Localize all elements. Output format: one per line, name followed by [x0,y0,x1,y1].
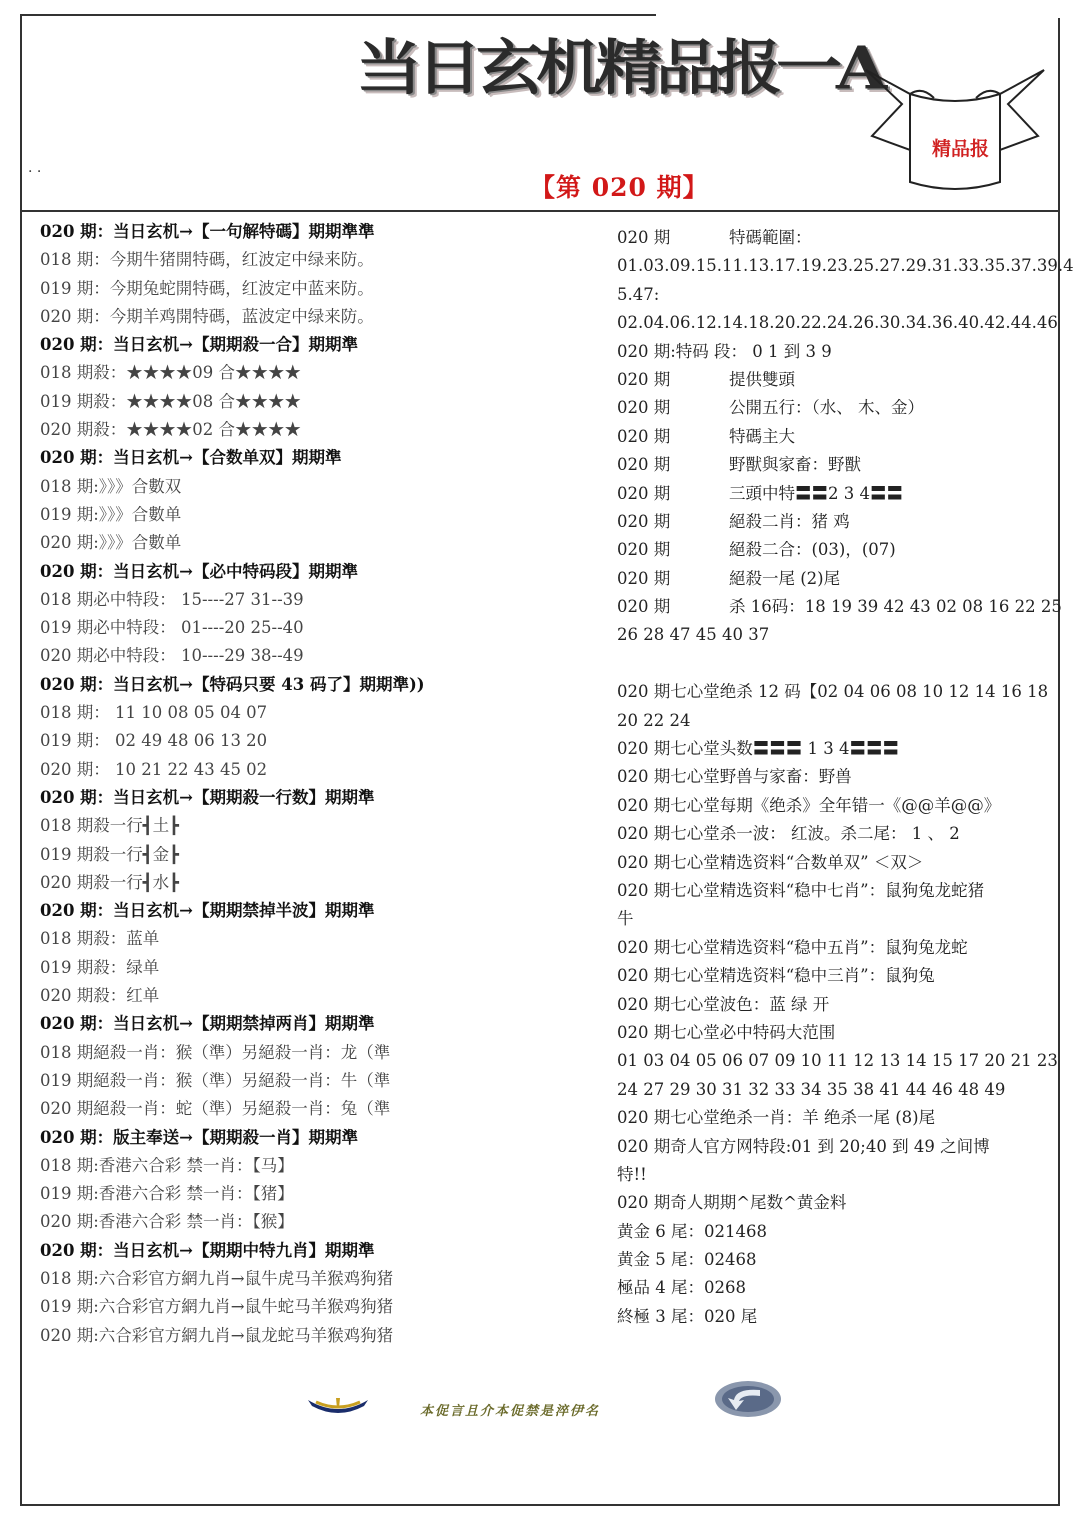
section-heading: 020 期：当日玄机→【期期禁掉两肖】期期準 [40,1014,375,1034]
list-item [617,962,1057,990]
list-item: 019 期:香港六合彩 禁一肖：【猪】 [40,1184,294,1204]
list-item [617,593,1062,621]
list-item: 020 期:香港六合彩 禁一肖：【猴】 [40,1212,294,1232]
item-text: 020 期奇人期期^尾数^黄金料 [617,1193,847,1213]
list-item [617,1047,1057,1075]
item-text: 特碼主大 [729,426,795,446]
list-item [617,621,1057,649]
item-text: 絕殺一尾 (2)尾 [729,568,841,588]
list-item [617,423,1057,451]
list-item: 019 期:》》》合數单 [40,504,182,524]
issue-number: 【第 020 期】 [530,173,709,202]
item-text: 黄金 6 尾：021468 [617,1221,767,1241]
item-text: 特!! [617,1164,647,1184]
banner-ribbon-icon [862,64,1048,196]
list-item: 020 期:六合彩官方網九肖→鼠龙蛇马羊猴鸡狗猪 [40,1325,394,1345]
list-item: 018 期:香港六合彩 禁一肖：【马】 [40,1155,294,1175]
list-item [617,366,1057,394]
item-text: 020 期七心堂精选资料“稳中七肖”：鼠狗兔龙蛇猪 [617,880,985,900]
section-heading: 020 期：当日玄机→【期期殺一合】期期準 [40,335,359,355]
item-text: 020 期七心堂绝杀 12 码【02 04 06 08 10 12 14 16 18 [617,682,1049,702]
list-item [617,394,1057,422]
list-item: 020 期必中特段： 10----29 38--49 [40,646,304,666]
section-heading: 020 期：当日玄机→【一句解特碼】期期準準 [40,222,375,241]
list-item [617,565,1057,593]
list-item [617,508,1057,536]
list-item [617,678,1057,706]
issue-label: 020 期 [617,511,671,531]
item-text: 020 期七心堂杀一波： 红波。杀二尾： 1 、 2 [617,824,960,844]
issue-label: 020 期 [617,597,671,617]
footer-caption: 本促言且介本促禁是淬伊名 [420,1404,601,1419]
item-text: 020 期七心堂绝杀一肖：羊 绝杀一尾 (8)尾 [617,1108,936,1128]
item-text: 野獸與家畜：野獸 [729,455,861,475]
item-text: 020 期:特码 段： 0 1 到 3 9 [617,341,832,361]
list-item: 019 期:六合彩官方網九肖→鼠牛蛇马羊猴鸡狗猪 [40,1297,394,1317]
list-item [617,1303,1057,1331]
list-item [617,991,1057,1019]
list-item [617,905,1057,933]
header-divider [22,210,1058,212]
list-item [617,1019,1057,1047]
item-text: 02.04.06.12.14.18.20.22.24.26.30.34.36.40.42.44.46 [617,313,1058,333]
issue-label: 020 期 [617,568,671,588]
list-item [617,451,1057,479]
list-item [617,707,1057,735]
item-text: 絕殺二合：(03)，(07) [729,540,896,560]
issue-label: 020 期 [617,455,671,475]
list-item: 018 期：今期牛猪開特碼，红波定中绿来防。 [40,250,374,270]
list-item [617,1246,1057,1274]
item-text: 01 03 04 05 06 07 09 10 11 12 13 14 15 17 20 21 23 [617,1051,1058,1071]
list-item [617,309,1057,337]
section-heading: 020 期：当日玄机→【特码只要 43 码了】期期準)) [40,674,425,694]
list-item: 018 期殺：★★★★09 合★★★★ [40,363,301,383]
list-item [617,536,1057,564]
item-text: 020 期七心堂波色：蓝 绿 开 [617,994,830,1014]
list-item [617,480,1057,508]
list-item [617,792,1057,820]
list-item: 018 期必中特段： 15----27 31--39 [40,589,304,609]
section-heading: 020 期：当日玄机→【期期中特九肖】期期準 [40,1240,375,1260]
list-item: 019 期殺：绿单 [40,957,160,977]
item-text: 5.47: [617,284,660,304]
footer-arrow-logo-icon [714,1380,782,1418]
item-text: 24 27 29 30 31 32 33 34 35 38 41 44 46 48 49 [617,1079,1006,1099]
item-text: 020 期七心堂必中特码大范围 [617,1022,836,1042]
banner-label: 精品报 [932,138,990,160]
left-column [40,218,580,1350]
frame-gap [656,10,1066,18]
item-text: 020 期七心堂精选资料“稳中五肖”：鼠狗兔龙蛇 [617,937,968,957]
item-text: 020 期七心堂头数〓〓〓 1 3 4〓〓〓 [617,739,899,759]
list-item [617,1161,1057,1189]
list-item: 019 期：今期兔蛇開特碼，红波定中蓝来防。 [40,278,374,298]
item-text: 杀 16码：18 19 39 42 43 02 08 16 22 25 [729,597,1062,617]
list-item [617,820,1057,848]
right-column [617,224,1074,1331]
list-item: 018 期殺一行┫土┣ [40,816,180,836]
issue-label: 020 期 [617,426,671,446]
item-text: 020 期七心堂精选资料“稳中三肖”：鼠狗兔 [617,966,935,986]
item-text: 提供雙頭 [729,369,795,389]
footer-emblem-icon [306,1394,370,1416]
list-item: 020 期：今期羊鸡開特碼，蓝波定中绿来防。 [40,306,374,326]
list-item [617,849,1057,877]
issue-label: 020 期 [617,398,671,418]
item-text: 三頭中特〓〓2 3 4〓〓 [729,483,903,503]
list-item: 020 期:》》》合數单 [40,533,182,553]
item-text: 公開五行：（水、 木、金） [729,398,924,418]
list-item [617,1274,1057,1302]
list-item [617,763,1057,791]
list-item: 020 期殺：红单 [40,986,160,1006]
list-item: 018 期絕殺一肖：猴（準）另絕殺一肖：龙（準 [40,1042,391,1062]
item-text: 絕殺二肖：猪 鸡 [729,511,850,531]
section-heading: 020 期：版主奉送→【期期殺一肖】期期準 [40,1127,359,1147]
list-item [617,338,1057,366]
list-item: 018 期:六合彩官方網九肖→鼠牛虎马羊猴鸡狗猪 [40,1268,394,1288]
item-text: 極品 4 尾：0268 [617,1278,746,1298]
item-text: 牛 [617,909,634,929]
list-item: 020 期： 10 21 22 43 45 02 [40,759,268,779]
issue-label: 020 期 [617,540,671,560]
issue-label: 020 期 [617,369,671,389]
list-item [617,650,1057,678]
section-heading: 020 期：当日玄机→【期期殺一行数】期期準 [40,787,375,807]
section-heading: 020 期：当日玄机→【合数单双】期期準 [40,448,342,468]
item-text: 01.03.09.15.11.13.17.19.23.25.27.29.31.33.35.37.39.4 [617,256,1074,276]
list-item: 019 期必中特段： 01----20 25--40 [40,618,304,638]
list-item [617,1133,1057,1161]
list-item: 018 期： 11 10 08 05 04 07 [40,703,268,723]
list-item [617,1218,1057,1246]
list-item: 020 期絕殺一肖：蛇（準）另絕殺一肖：兔（準 [40,1099,391,1119]
list-item [617,1076,1057,1104]
item-text: 20 22 24 [617,710,691,730]
item-text: 020 期七心堂每期《绝杀》全年错一《@@羊@@》 [617,795,1001,815]
list-item: 019 期殺：★★★★08 合★★★★ [40,391,301,411]
list-item: 019 期殺一行┫金┣ [40,844,180,864]
list-item: 018 期殺：蓝单 [40,929,160,949]
item-text: 020 期七心堂野兽与家畜：野兽 [617,767,852,787]
section-heading: 020 期：当日玄机→【必中特码段】期期準 [40,561,359,581]
item-text: 26 28 47 45 40 37 [617,625,770,645]
list-item [617,1104,1057,1132]
issue-label: 020 期 [617,228,671,247]
item-text: 黄金 5 尾：02468 [617,1250,757,1270]
list-item [617,735,1057,763]
item-text: 終極 3 尾：020 尾 [617,1306,758,1326]
list-item [617,877,1057,905]
corner-dots: . . [28,160,42,176]
list-item: 019 期： 02 49 48 06 13 20 [40,731,268,751]
list-item [617,1189,1057,1217]
issue-label: 020 期 [617,483,671,503]
list-item [617,224,1057,252]
list-item [617,252,1074,280]
list-item: 020 期殺：★★★★02 合★★★★ [40,420,301,440]
item-text: 020 期奇人官方网特段:01 到 20;40 到 49 之间博 [617,1136,990,1156]
section-heading: 020 期：当日玄机→【期期禁掉半波】期期準 [40,901,375,921]
page-title: 当日玄机精品报一A [356,32,882,103]
list-item: 019 期絕殺一肖：猴（準）另絕殺一肖：牛（準 [40,1070,391,1090]
list-item: 020 期殺一行┫水┣ [40,872,180,892]
list-item [617,281,1057,309]
item-text: 特碼範圍： [729,228,812,247]
item-text: 020 期七心堂精选资料“合数单双” ＜双＞ [617,852,924,872]
list-item: 018 期:》》》合數双 [40,476,182,496]
list-item [617,934,1057,962]
